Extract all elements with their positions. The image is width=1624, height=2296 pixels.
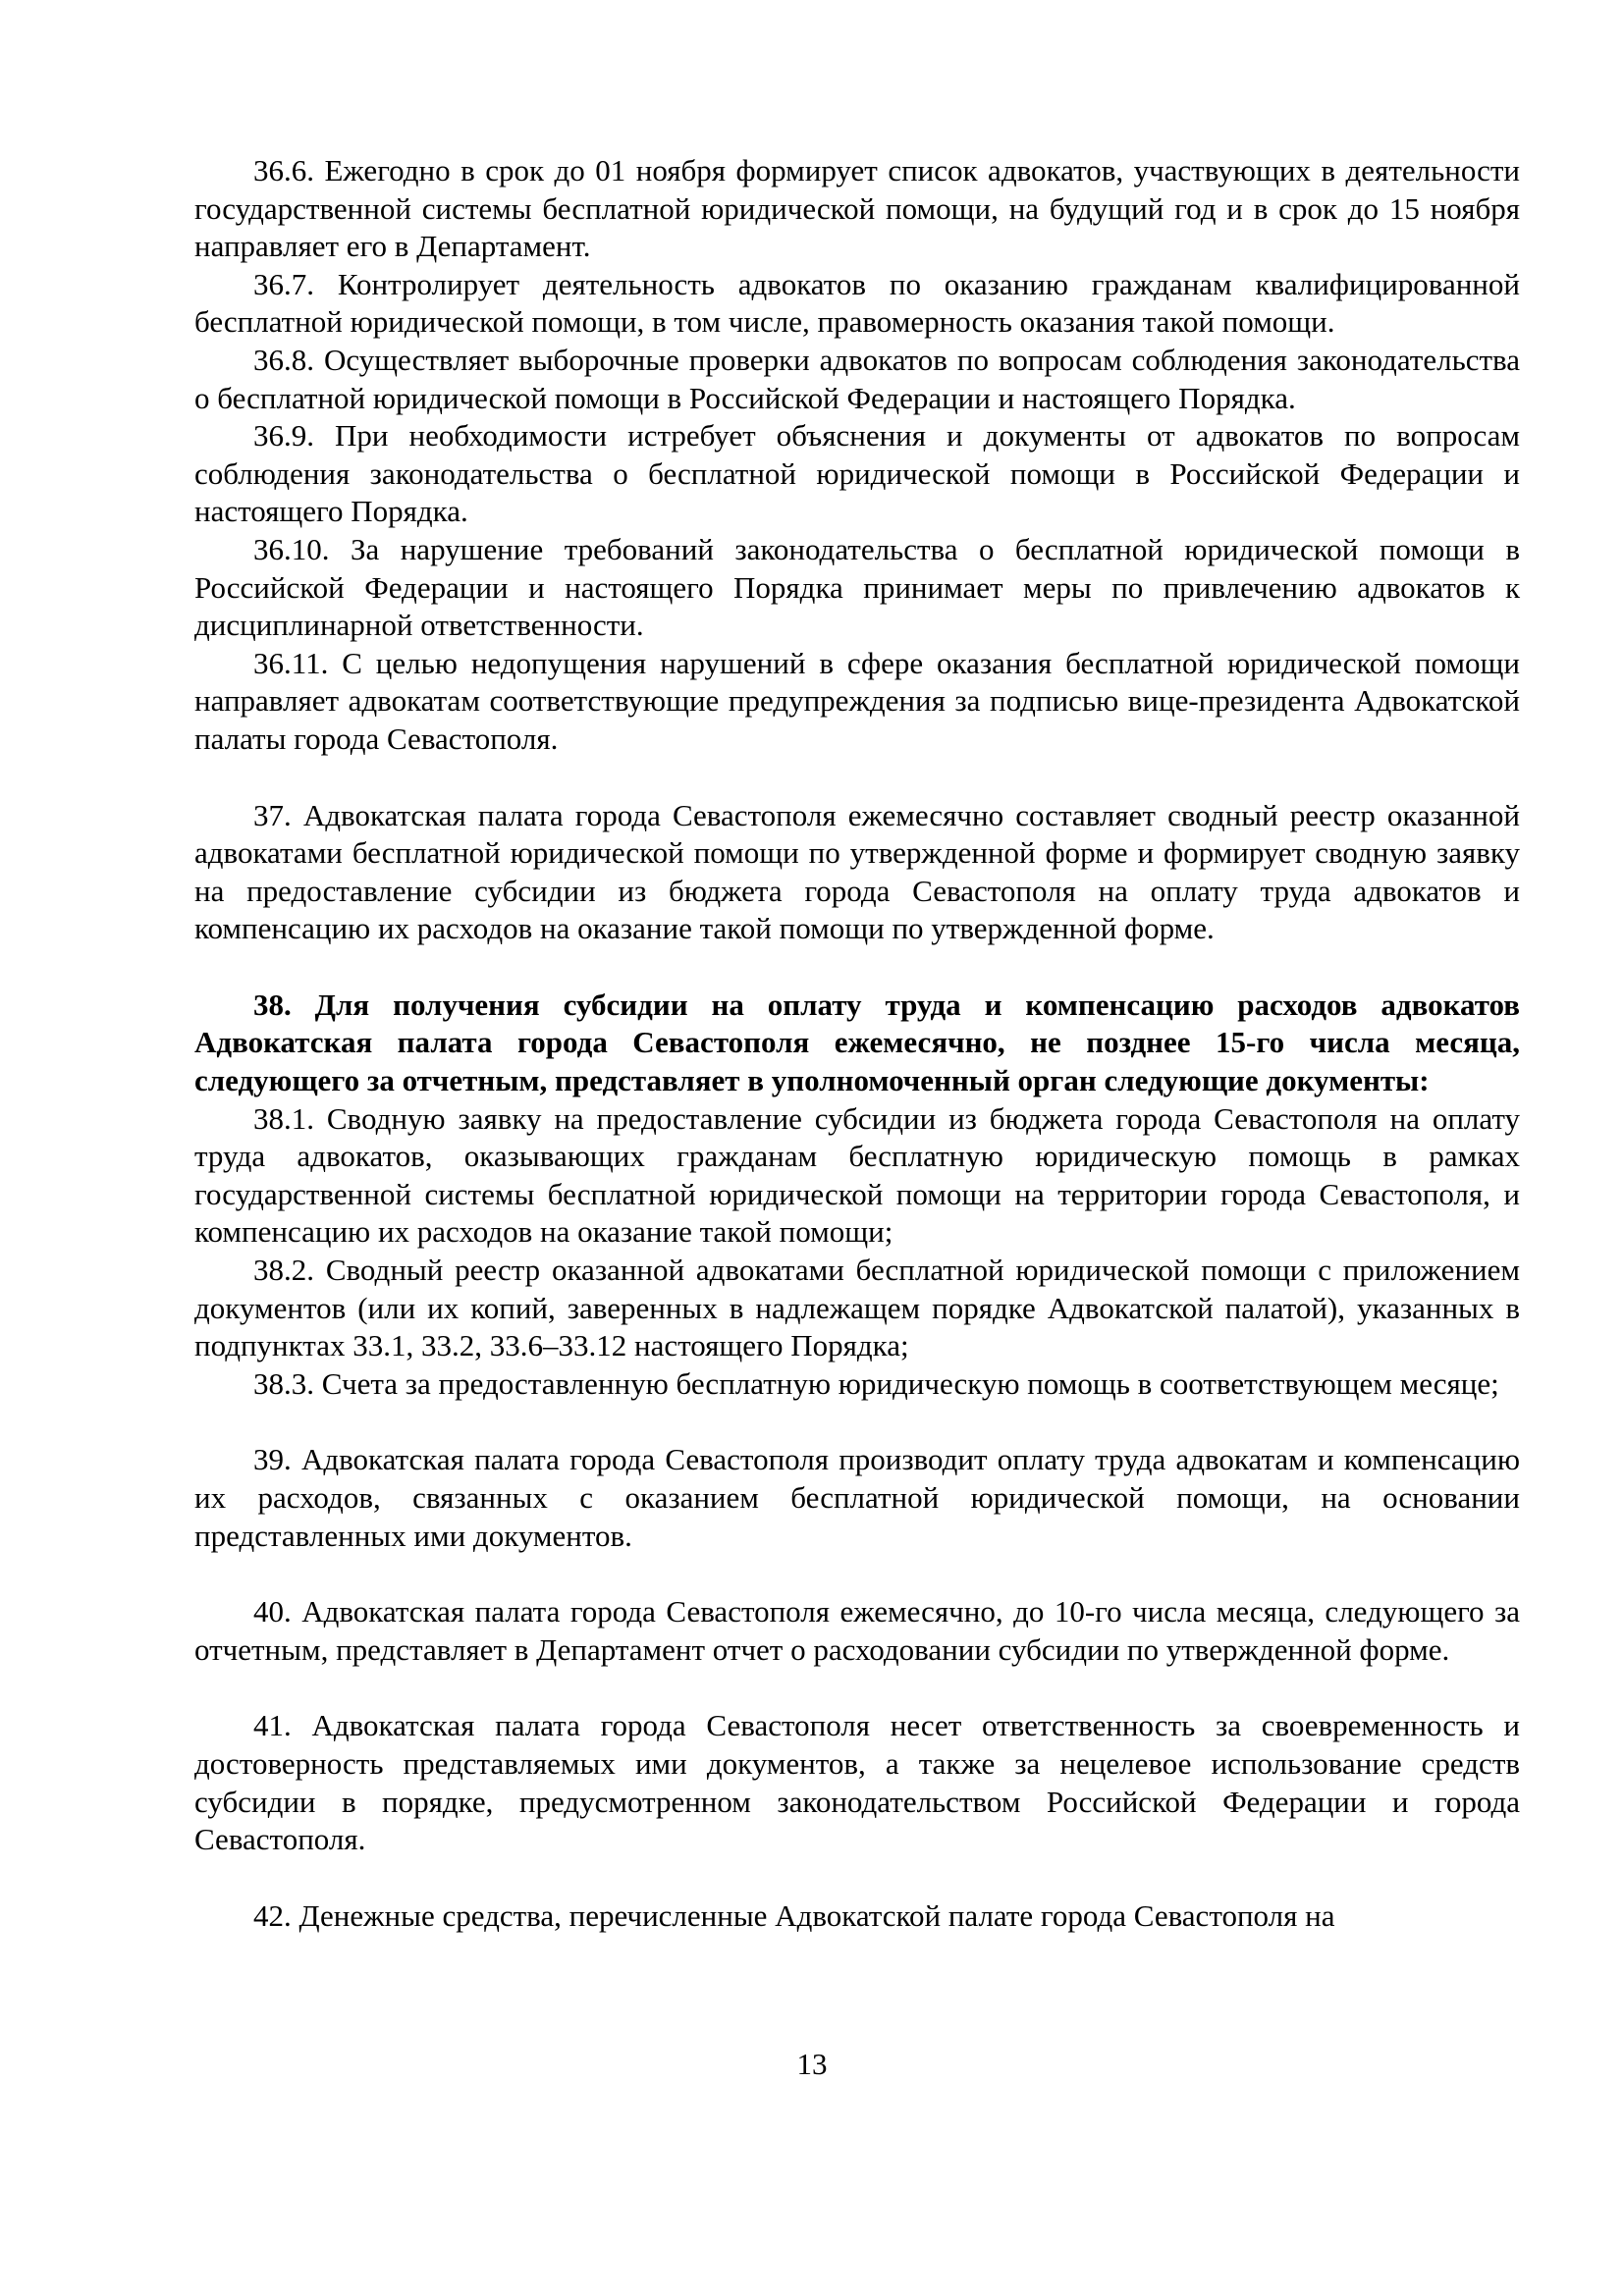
paragraph-38-heading: 38. Для получения субсидии на оплату труда и компенсацию расходов адвокатов Адвокатская палата города Севастополя ежемесячно, не позднее 15-го числа месяца, следующего за отчетным, представляет в уполномоченный орган следующие документы: <box>194 987 1520 1098</box>
paragraph-38-1: 38.1. Сводную заявку на предоставление субсидии из бюджета города Севастополя на оплату труда адвокатов, оказывающих гражданам бесплатную юридическую помощь в рамках государственной системы бесплатной юридической помощи на территории города Севастополя, и компенсацию их расходов на оказание такой помощи; <box>194 1100 1520 1250</box>
paragraph-36-9: 36.9. При необходимости истребует объяснения и документы от адвокатов по вопросам соблюдения законодательства о бесплатной юридической помощи в Российской Федерации и настоящего Порядка. <box>194 418 1520 529</box>
paragraph-36-8: 36.8. Осуществляет выборочные проверки адвокатов по вопросам соблюдения законодательства о бесплатной юридической помощи в Российской Федерации и настоящего Порядка. <box>194 342 1520 415</box>
paragraph-gap <box>194 1403 1520 1441</box>
paragraph-38-2: 38.2. Сводный реестр оказанной адвокатами бесплатной юридической помощи с приложением документов (или их копий, заверенных в надлежащем порядке Адвокатской палатой), указанных в подпунктах 33.1, 33.2, 33.6–33.12 настоящего Порядка; <box>194 1253 1520 1363</box>
paragraph-36-7: 36.7. Контролирует деятельность адвокатов по оказанию гражданам квалифицированной бесплатной юридической помощи, в том числе, правомерность оказания такой помощи. <box>194 266 1520 340</box>
paragraph-gap <box>194 759 1520 797</box>
paragraph-gap <box>194 1669 1520 1707</box>
paragraph-41: 41. Адвокатская палата города Севастополя несет ответственность за своевременность и достоверность представляемых ими документов, а также за нецелевое использование средств субсидии в порядке, предусмотренном законодательством Российской Федерации и города Севастополя. <box>194 1708 1520 1857</box>
paragraph-42: 42. Денежные средства, перечисленные Адвокатской палате города Севастополя на <box>253 1897 1335 1933</box>
paragraph-gap <box>194 948 1520 987</box>
paragraph-36-11: 36.11. С целью недопущения нарушений в сфере оказания бесплатной юридической помощи направляет адвокатам соответствующие предупреждения за подписью вице-президента Адвокатской палаты города Севастополя. <box>194 645 1520 756</box>
paragraph-gap <box>194 1859 1520 1897</box>
paragraph-37: 37. Адвокатская палата города Севастополя ежемесячно составляет сводный реестр оказанной адвокатами бесплатной юридической помощи по утвержденной форме и формирует сводную заявку на предоставление субсидии из бюджета города Севастополя на оплату труда адвокатов и компенсацию их расходов на оказание такой помощи по утвержденной форме. <box>194 797 1520 946</box>
paragraph-36-6: 36.6. Ежегодно в срок до 01 ноября формирует список адвокатов, участвующих в деятельности государственной системы бесплатной юридической помощи, на будущий год и в срок до 15 ноября направляет его в Департамент. <box>194 153 1520 264</box>
document-body <box>194 152 1520 1935</box>
page-number: 13 <box>796 2047 828 2081</box>
paragraph-gap <box>194 1555 1520 1593</box>
paragraph-40: 40. Адвокатская палата города Севастополя ежемесячно, до 10-го числа месяца, следующего за отчетным, представляет в Департамент отчет о расходовании субсидии по утвержденной форме. <box>194 1594 1520 1667</box>
paragraph-36-10: 36.10. За нарушение требований законодательства о бесплатной юридической помощи в Российской Федерации и настоящего Порядка принимает меры по привлечению адвокатов к дисциплинарной ответственности. <box>194 531 1520 643</box>
paragraph-38-3: 38.3. Счета за предоставленную бесплатную юридическую помощь в соответствующем месяце; <box>253 1365 1499 1401</box>
paragraph-39: 39. Адвокатская палата города Севастополя производит оплату труда адвокатам и компенсацию их расходов, связанных с оказанием бесплатной юридической помощи, на основании представленных ими документов. <box>194 1442 1520 1553</box>
